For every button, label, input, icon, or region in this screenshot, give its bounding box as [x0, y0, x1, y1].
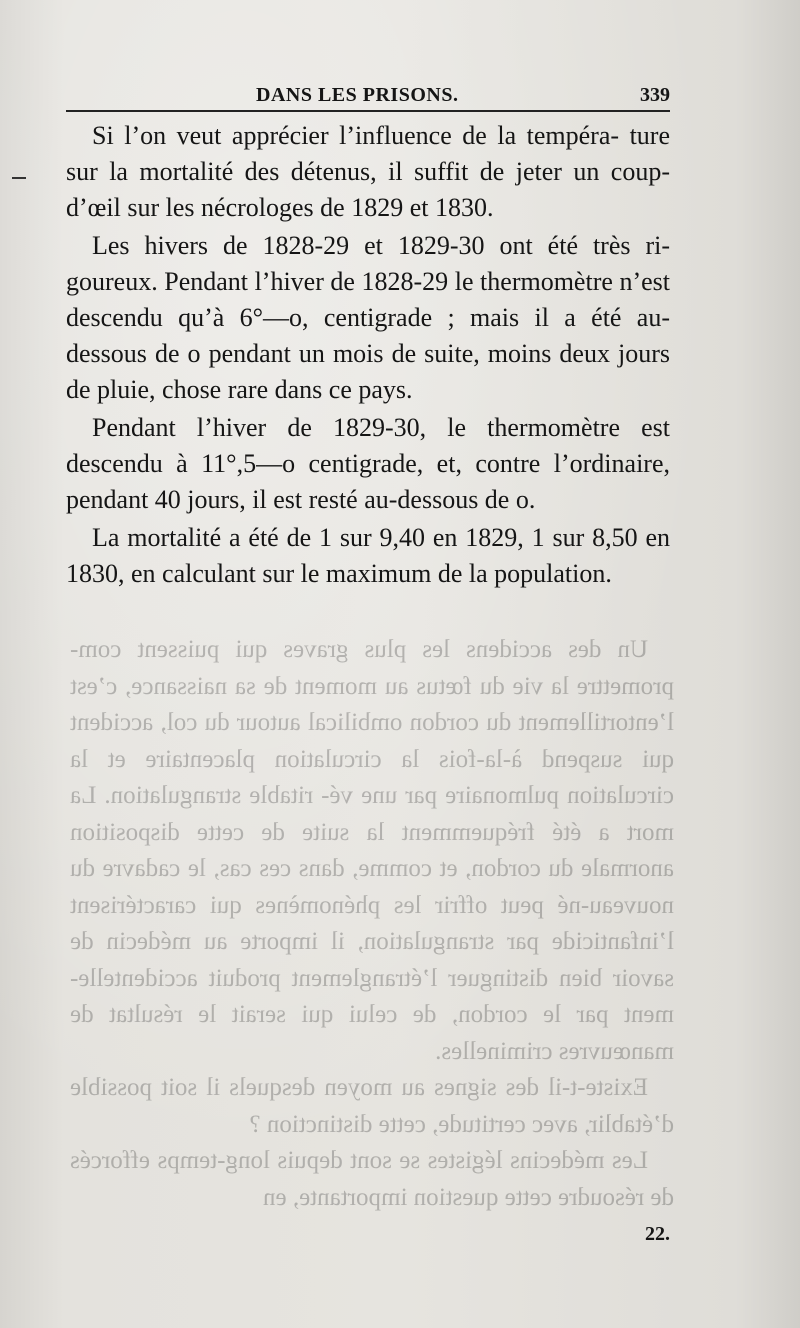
header-rule: [66, 110, 670, 112]
bleed-paragraph: Les médecins légistes se sont depuis long-temps efforcés de résoudre cette question importante, en: [70, 1147, 674, 1211]
paragraph: La mortalité a été de 1 sur 9,40 en 1829, 1 sur 8,50 en 1830, en calculant sur le maximum de la population.: [66, 523, 670, 588]
paragraph: Pendant l’hiver de 1829-30, le thermomètre est descendu à 11°,5—o centigrade, et, contre l’ordinaire, pendant 40 jours, il est resté au-dessous de o.: [66, 413, 670, 514]
bleed-paragraph: Un des accidens les plus graves qui puissent com- promettre la vie du fœtus au moment de sa naissance, c’est l’entortillement du cordon ombilical autour du col, accident qui suspend à-la-fois la circulation placentaire et la circulation pulmonaire par une vé- ritable strangulation. La mort a été fréquemment la suite de cette disposition anormale du cordon, et comme, dans ces cas, le cadavre du nouveau-né peut offrir les phénomènes qui caractérisent l’infanticide par strangulation, il importe au médecin de savoir bien distinguer l’étranglement produit accidentelle- ment par le cordon, de celui qui serait le résultat de manœuvres criminelles.: [70, 636, 674, 1065]
paragraph: Si l’on veut apprécier l’influence de la tempéra- ture sur la mortalité des détenus, il suffit de jeter un coup-d’œil sur les nécrologes de 1829 et 1830.: [66, 121, 670, 222]
running-title: DANS LES PRISONS.: [256, 84, 459, 106]
bleed-paragraph: Existe-t-il des signes au moyen desquels il soit possible d’établir, avec certitude, cette distinction ?: [70, 1074, 674, 1138]
main-text: [66, 118, 670, 592]
page-number: 339: [640, 84, 670, 106]
margin-mark: [12, 177, 26, 179]
signature-mark: 22.: [645, 1223, 670, 1245]
paragraph: Les hivers de 1828-29 et 1829-30 ont été très ri- goureux. Pendant l’hiver de 1828-29 le thermomètre n’est descendu qu’à 6°—o, centigrade ; mais il a été au-dessous de o pendant un mois de suite, moins deux jours de pluie, chose rare dans ce pays.: [66, 231, 670, 404]
page-header: [66, 82, 670, 112]
bleed-through-text: [70, 632, 674, 1216]
